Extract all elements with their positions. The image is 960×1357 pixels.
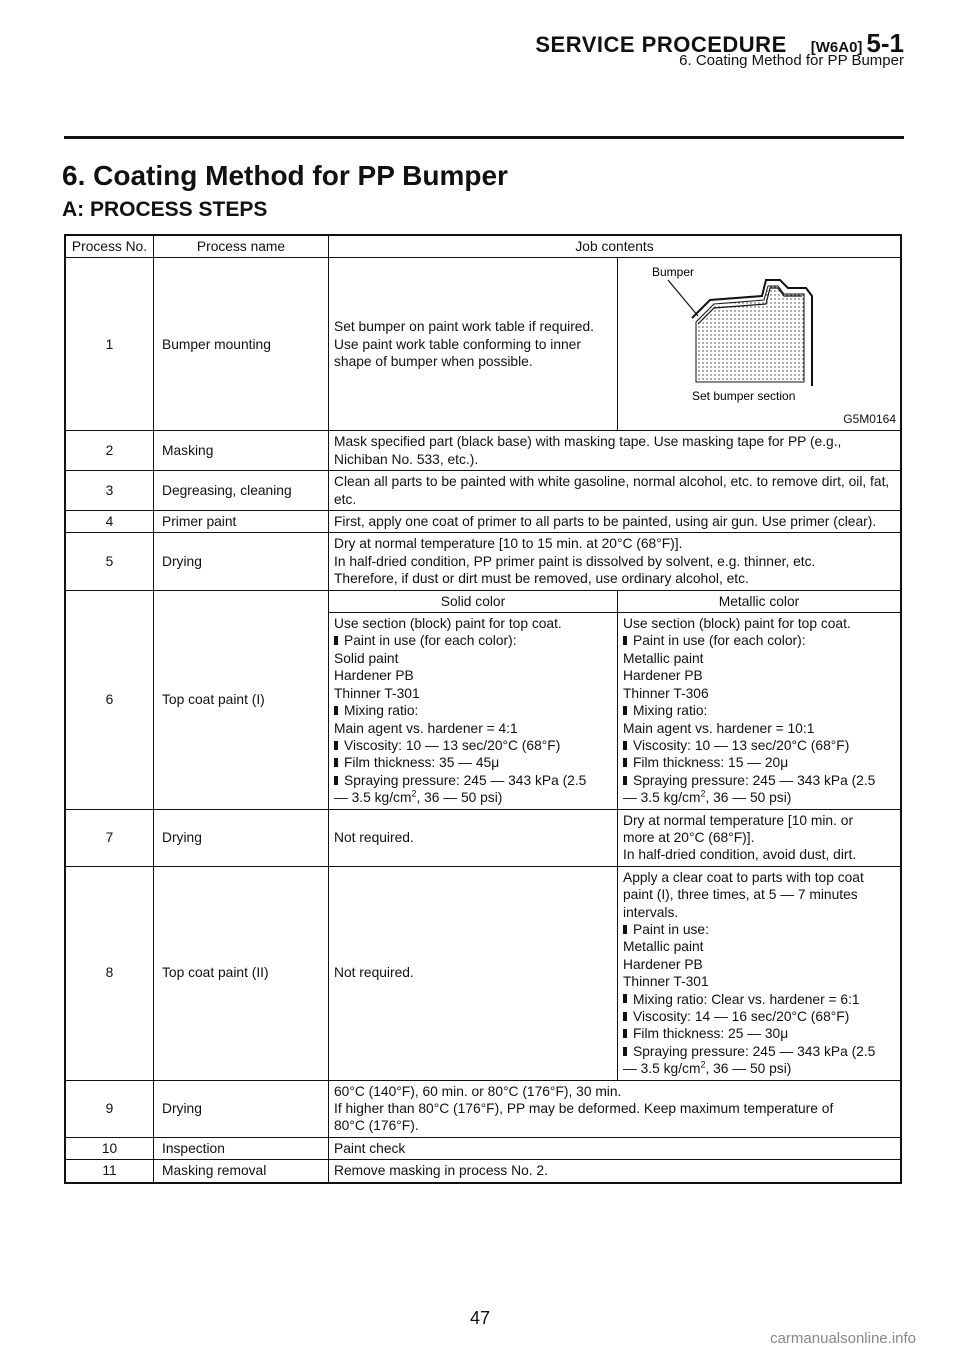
metallic-color-contents <box>618 866 902 1080</box>
text-line <box>623 789 895 806</box>
table-row <box>65 511 901 533</box>
text-line: Metallic paint <box>623 939 704 955</box>
text-line: Hardener PB <box>334 668 414 684</box>
text-line: Use section (block) paint for top coat. <box>623 616 851 632</box>
table-row <box>65 1160 901 1183</box>
process-no: 3 <box>65 471 154 511</box>
bullet-text: Mixing ratio: Clear vs. hardener = 6:1 <box>633 991 860 1007</box>
figure-code: G5M0164 <box>843 412 896 426</box>
process-no: 1 <box>65 258 154 431</box>
job-contents: Set bumper on paint work table if required. Use paint work table conforming to inner shape of bumper when possible. <box>329 258 618 431</box>
bullet-icon <box>623 925 627 934</box>
bullet-icon <box>623 994 627 1003</box>
text-fragment: , 36 — 50 psi) <box>416 790 503 806</box>
text-line: Use section (block) paint for top coat. <box>334 616 562 632</box>
process-no: 6 <box>65 590 154 809</box>
superscript: 2 <box>411 788 417 799</box>
text-line: Dry at normal temperature [10 min. or <box>623 812 854 828</box>
text-line: Hardener PB <box>623 668 703 684</box>
process-name: Drying <box>154 1080 329 1137</box>
metallic-color-contents <box>618 613 902 809</box>
label-bumper: Bumper <box>652 265 695 280</box>
process-no: 2 <box>65 431 154 471</box>
process-no: 9 <box>65 1080 154 1137</box>
bullet-text: Paint in use (for each color): <box>344 633 517 649</box>
solid-color-contents <box>329 613 618 809</box>
table-row <box>65 866 901 1080</box>
header-chapter: 5-1 <box>866 28 904 58</box>
page-title: 6. Coating Method for PP Bumper <box>62 160 508 191</box>
text-line: Hardener PB <box>623 956 703 972</box>
text-line: Therefore, if dust or dirt must be removed, use ordinary alcohol, etc. <box>334 571 749 587</box>
process-name: Primer paint <box>154 511 329 533</box>
bullet-item <box>623 754 895 771</box>
bullet-text: Viscosity: 14 — 16 sec/20°C (68°F) <box>633 1009 850 1024</box>
bullet-text: Spraying pressure: 245 — 343 kPa (2.5 <box>633 1043 876 1059</box>
bullet-icon <box>623 1012 627 1021</box>
text-line: In half-dried condition, PP primer paint is dissolved by solvent, e.g. thinner, etc. <box>334 553 816 569</box>
bumper-leader-line <box>668 280 698 316</box>
watermark: carmanualsonline.info <box>770 1330 916 1347</box>
job-contents: Paint check <box>329 1137 902 1159</box>
bullet-item <box>623 737 895 754</box>
bullet-icon <box>623 1029 627 1038</box>
bullet-text: Paint in use (for each color): <box>633 633 806 649</box>
bullet-icon <box>334 776 338 785</box>
bullet-item <box>623 1043 895 1060</box>
job-contents: Remove masking in process No. 2. <box>329 1160 902 1183</box>
header-rule <box>64 136 904 139</box>
superscript: 2 <box>700 788 706 799</box>
table-header-row <box>65 235 901 258</box>
bullet-item <box>334 772 612 789</box>
process-name: Inspection <box>154 1137 329 1159</box>
job-contents: Mask specified part (black base) with masking tape. Use masking tape for PP (e.g., Nichiban No. 533, etc.). <box>329 431 902 471</box>
bullet-text: Spraying pressure: 245 — 343 kPa (2.5 <box>344 772 587 788</box>
process-no: 11 <box>65 1160 154 1183</box>
table-row <box>65 1137 901 1159</box>
bullet-text: Mixing ratio: <box>344 703 419 719</box>
table-row <box>65 258 901 431</box>
process-steps-table <box>64 234 902 1184</box>
bumper-section-diagram <box>618 258 898 430</box>
bullet-text: Viscosity: 10 — 13 sec/20°C (68°F) <box>633 737 850 753</box>
job-contents <box>329 1080 902 1137</box>
bullet-icon <box>623 1047 627 1056</box>
bullet-text: Viscosity: 10 — 13 sec/20°C (68°F) <box>344 737 561 753</box>
text-line: Thinner T-301 <box>623 974 709 990</box>
table-row <box>65 590 901 612</box>
text-line: intervals. <box>623 904 679 920</box>
bullet-icon <box>334 706 338 715</box>
text-line <box>623 1060 895 1077</box>
job-contents <box>329 533 902 590</box>
solid-color-contents: Not required. <box>329 809 618 866</box>
table-row <box>65 431 901 471</box>
col-header-process-name: Process name <box>154 235 329 258</box>
bullet-icon <box>334 741 338 750</box>
text-line: Main agent vs. hardener = 10:1 <box>623 720 815 736</box>
bullet-item <box>623 1008 895 1025</box>
text-fragment: — 3.5 kg/cm <box>623 1061 701 1077</box>
header-subtitle: 6. Coating Method for PP Bumper <box>679 52 904 69</box>
process-no: 7 <box>65 809 154 866</box>
process-name: Degreasing, cleaning <box>154 471 329 511</box>
header-code: [W6A0] <box>810 39 863 56</box>
bullet-text: Mixing ratio: <box>633 703 708 719</box>
bullet-icon <box>623 741 627 750</box>
process-name: Drying <box>154 533 329 590</box>
process-no: 10 <box>65 1137 154 1159</box>
process-name: Top coat paint (II) <box>154 866 329 1080</box>
label-set-bumper-section: Set bumper section <box>692 389 796 404</box>
text-fragment: , 36 — 50 psi) <box>705 1061 792 1077</box>
bullet-item <box>623 991 895 1008</box>
text-line: 80°C (176°F). <box>334 1118 419 1134</box>
table-row <box>65 471 901 511</box>
bullet-item <box>334 754 612 771</box>
superscript: 2 <box>700 1059 706 1070</box>
metallic-color-contents <box>618 809 902 866</box>
text-fragment: — 3.5 kg/cm <box>623 790 701 806</box>
bullet-text: Paint in use: <box>633 921 709 937</box>
text-line: In half-dried condition, avoid dust, dirt. <box>623 847 857 863</box>
text-line: If higher than 80°C (176°F), PP may be deformed. Keep maximum temperature of <box>334 1101 834 1117</box>
text-line: Apply a clear coat to parts with top coat <box>623 869 864 885</box>
text-line: more at 20°C (68°F)]. <box>623 829 755 845</box>
text-line: Thinner T-306 <box>623 685 709 701</box>
text-line: Thinner T-301 <box>334 685 420 701</box>
bullet-item <box>623 1025 895 1042</box>
bullet-item <box>623 921 895 938</box>
bumper-figure-cell <box>618 258 902 431</box>
process-name: Masking <box>154 431 329 471</box>
text-line: Metallic paint <box>623 650 704 666</box>
header-section-title: SERVICE PROCEDURE <box>535 32 787 57</box>
text-line: Dry at normal temperature [10 to 15 min. at 20°C (68°F)]. <box>334 536 683 552</box>
bullet-icon <box>623 776 627 785</box>
text-fragment: — 3.5 kg/cm <box>334 790 412 806</box>
bullet-text: Film thickness: 25 — 30μ <box>633 1026 789 1042</box>
bullet-text: Film thickness: 35 — 45μ <box>344 755 500 771</box>
table-row <box>65 533 901 590</box>
bullet-text: Film thickness: 15 — 20μ <box>633 755 789 771</box>
bullet-text: Spraying pressure: 245 — 343 kPa (2.5 <box>633 772 876 788</box>
job-contents: First, apply one coat of primer to all parts to be painted, using air gun. Use primer (clear). <box>329 511 902 533</box>
process-name: Drying <box>154 809 329 866</box>
text-line: Main agent vs. hardener = 4:1 <box>334 720 518 736</box>
solid-color-header: Solid color <box>329 590 618 612</box>
text-line <box>334 789 612 806</box>
bullet-item <box>623 702 895 719</box>
text-line: paint (I), three times, at 5 — 7 minutes <box>623 887 858 903</box>
metallic-color-header: Metallic color <box>618 590 902 612</box>
section-subtitle: A: PROCESS STEPS <box>62 198 268 221</box>
bullet-item <box>334 737 612 754</box>
bullet-icon <box>334 758 338 767</box>
text-fragment: , 36 — 50 psi) <box>705 790 792 806</box>
bullet-item <box>334 702 612 719</box>
table-row <box>65 1080 901 1137</box>
process-no: 5 <box>65 533 154 590</box>
bullet-icon <box>623 706 627 715</box>
table-row <box>65 809 901 866</box>
bullet-icon <box>334 636 338 645</box>
process-name: Top coat paint (I) <box>154 590 329 809</box>
page-number: 47 <box>469 1308 491 1328</box>
solid-color-contents: Not required. <box>329 866 618 1080</box>
process-name: Masking removal <box>154 1160 329 1183</box>
bumper-figure <box>618 258 900 430</box>
process-no: 8 <box>65 866 154 1080</box>
col-header-process-no: Process No. <box>65 235 154 258</box>
bullet-item <box>334 632 612 649</box>
text-line: 60°C (140°F), 60 min. or 80°C (176°F), 30 min. <box>334 1083 622 1099</box>
process-name: Bumper mounting <box>154 258 329 431</box>
bullet-icon <box>623 758 627 767</box>
col-header-job-contents: Job contents <box>329 235 902 258</box>
job-contents: Clean all parts to be painted with white gasoline, normal alcohol, etc. to remove dirt, oil, fat, etc. <box>329 471 902 511</box>
process-no: 4 <box>65 511 154 533</box>
bullet-item <box>623 772 895 789</box>
bullet-item <box>623 632 895 649</box>
bullet-icon <box>623 636 627 645</box>
text-line: Solid paint <box>334 650 399 666</box>
